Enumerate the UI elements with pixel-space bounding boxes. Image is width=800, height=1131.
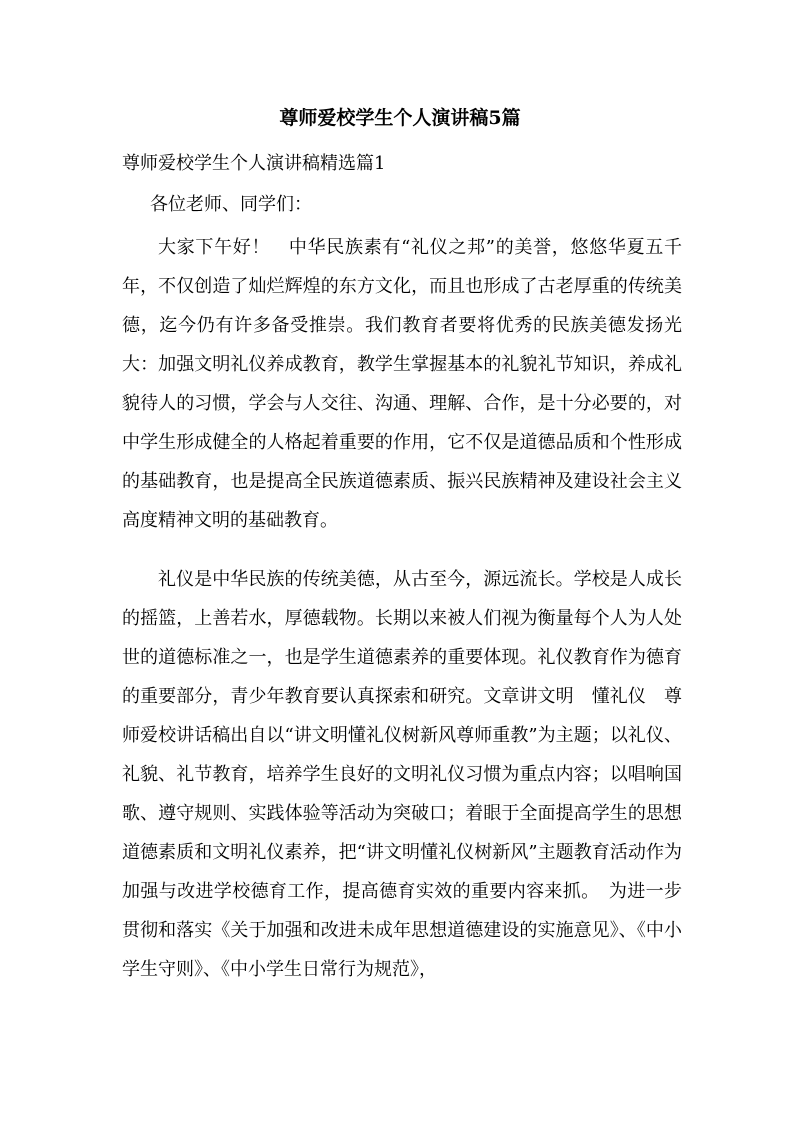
document-title: 尊师爱校学生个人演讲稿5篇 — [279, 107, 521, 129]
document-subtitle: 尊师爱校学生个人演讲稿精选篇1 — [122, 153, 386, 174]
paragraph-2: 礼仪是中华民族的传统美德，从古至今，源远流长。学校是人成长的摇篮，上善若水，厚德载物。长期以来被人们视为衡量每个人为人处世的道德标准之一，也是学生道德素养的重要体现。礼仪教育作为德育的重要部分，青少年教育要认真探索和研究。文章讲文明 懂礼仪 尊师爱校讲话稿出自以“讲文明懂礼仪树新风尊师重教”为主题；以礼仪、礼貌、礼节教育，培养学生良好的文明礼仪习惯为重点内容；以唱响国歌、遵守规则、实践体验等活动为突破口；着眼于全面提高学生的思想道德素质和文明礼仪素养，把“讲文明懂礼仪树新风”主题教育活动作为加强与改进学校德育工作，提高德育实效的重要内容来抓。 为进一步贯彻和落实《关于加强和改进未成年思想道德建设的实施意见》、《中小学生守则》、《中小学生日常行为规范》， — [122, 569, 682, 980]
salutation: 各位老师、同学们： — [150, 194, 312, 215]
paragraph-1: 大家下午好！ 中华民族素有“礼仪之邦”的美誉，悠悠华夏五千年，不仅创造了灿烂辉煌的东方文化，而且也形成了古老厚重的传统美德，迄今仍有许多备受推崇。我们教育者要将优秀的民族美德发扬光大：加强文明礼仪养成教育，教学生掌握基本的礼貌礼节知识，养成礼貌待人的习惯，学会与人交往、沟通、理解、合作，是十分必要的，对中学生形成健全的人格起着重要的作用，它不仅是道德品质和个性形成的基础教育，也是提高全民族道德素质、振兴民族精神及建设社会主义高度精神文明的基础教育。 — [122, 237, 682, 531]
